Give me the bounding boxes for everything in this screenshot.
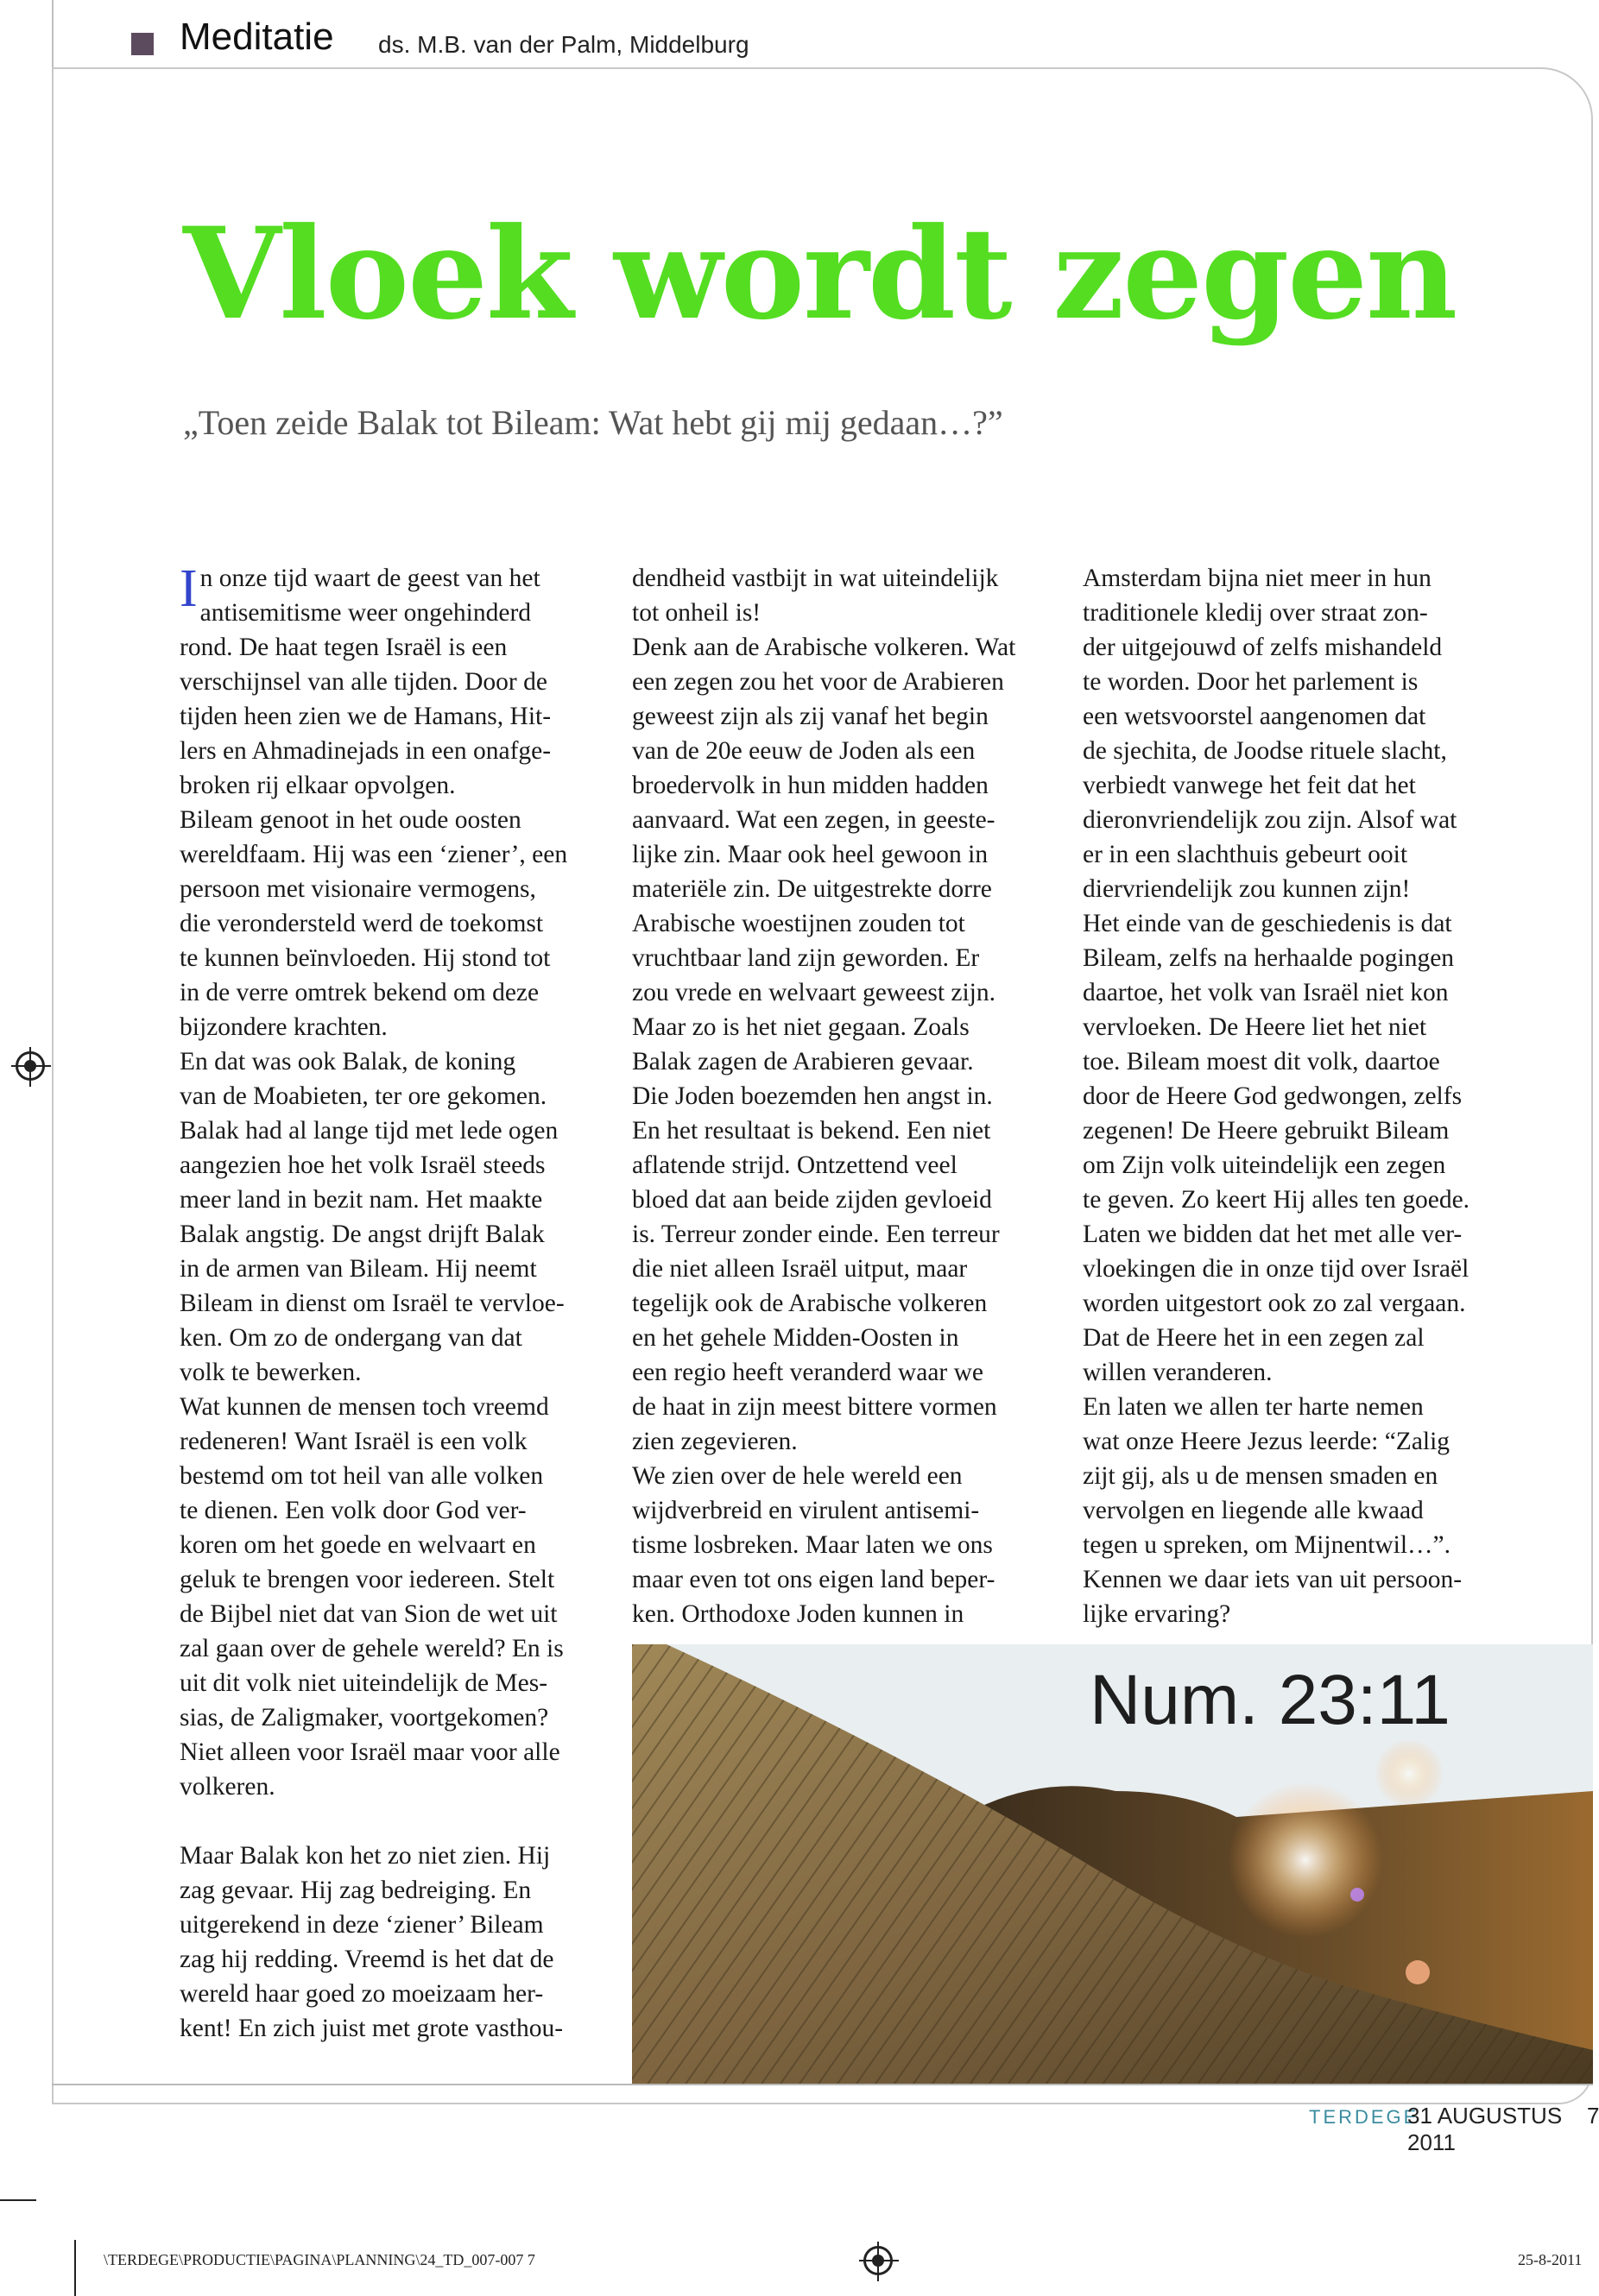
article-subtitle: „Toen zeide Balak tot Bileam: Wat hebt gij mij gedaan…?” bbox=[183, 403, 1003, 442]
body-line: tegelijk ook de Arabische volkeren bbox=[632, 1290, 988, 1317]
body-line: Wat kunnen de mensen toch vreemd bbox=[180, 1393, 549, 1421]
body-line: dendheid vastbijt in wat uiteindelijk bbox=[632, 565, 999, 592]
section-title: Meditatie bbox=[180, 16, 334, 58]
body-line: Bileam, zelfs na herhaalde pogingen bbox=[1083, 944, 1455, 972]
body-line: Bileam in dienst om Israël te vervloe- bbox=[180, 1290, 565, 1317]
body-line: wereldfaam. Hij was een ‘ziener’, een bbox=[180, 841, 568, 868]
column-3-body bbox=[1083, 561, 1549, 1631]
body-line: uit dit volk niet uiteindelijk de Mes- bbox=[180, 1669, 548, 1697]
body-line: wat onze Heere Jezus leerde: “Zalig bbox=[1083, 1428, 1450, 1455]
body-line: te kunnen beïnvloeden. Hij stond tot bbox=[180, 944, 551, 972]
body-line: wereld haar goed zo moeizaam her- bbox=[180, 1980, 544, 2008]
body-line: Kennen we daar iets van uit persoon- bbox=[1083, 1566, 1463, 1593]
body-line: te worden. Door het parlement is bbox=[1083, 668, 1419, 696]
article-headline: Vloek wordt zegen bbox=[183, 200, 1457, 348]
print-slug: \TERDEGE\PRODUCTIE\PAGINA\PLANNING\24_TD_007-007 7 bbox=[104, 2251, 535, 2268]
body-line: Balak had al lange tijd met lede ogen bbox=[180, 1117, 559, 1145]
crop-mark bbox=[0, 2199, 36, 2201]
body-line: ken. Orthodoxe Joden kunnen in bbox=[632, 1600, 964, 1628]
page-number: 7 bbox=[1587, 2103, 1599, 2129]
body-line: bloed dat aan beide zijden gevloeid bbox=[632, 1186, 992, 1214]
body-line: tisme losbreken. Maar laten we ons bbox=[632, 1531, 993, 1559]
body-line: zegenen! De Heere gebruikt Bileam bbox=[1083, 1117, 1450, 1145]
body-line: ken. Om zo de ondergang van dat bbox=[180, 1324, 522, 1352]
body-line: zijt gij, als u de mensen smaden en bbox=[1083, 1462, 1438, 1490]
desert-dune-photo bbox=[632, 1644, 1593, 2085]
body-line: en het gehele Midden-Oosten in bbox=[632, 1324, 959, 1352]
print-date: 25-8-2011 bbox=[1518, 2251, 1583, 2268]
drop-cap: I bbox=[180, 559, 198, 618]
body-line: Denk aan de Arabische volkeren. Wat bbox=[632, 634, 1016, 661]
body-line: n onze tijd waart de geest van het bbox=[199, 565, 540, 592]
body-line: volkeren. bbox=[180, 1773, 275, 1801]
body-line: zag gevaar. Hij zag bedreiging. En bbox=[180, 1877, 532, 1904]
body-line: is. Terreur zonder einde. Een terreur bbox=[632, 1221, 1000, 1248]
body-line: rond. De haat tegen Israël is een bbox=[180, 634, 508, 661]
body-line: een wetsvoorstel aangenomen dat bbox=[1083, 703, 1426, 730]
body-line: die verondersteld werd de toekomst bbox=[180, 910, 544, 937]
footer-brand: TERDEGE bbox=[1309, 2106, 1419, 2128]
body-line: broken rij elkaar opvolgen. bbox=[180, 772, 456, 799]
footer-date: 31 AUGUSTUS 2011 bbox=[1407, 2103, 1563, 2155]
body-line: zag hij redding. Vreemd is het dat de bbox=[180, 1946, 554, 1973]
body-line: redeneren! Want Israël is een volk bbox=[180, 1428, 528, 1455]
body-line: Bileam genoot in het oude oosten bbox=[180, 806, 521, 834]
body-line: En laten we allen ter harte nemen bbox=[1083, 1393, 1424, 1421]
body-line: En het resultaat is bekend. Een niet bbox=[632, 1117, 991, 1145]
body-line: van de 20e eeuw de Joden als een bbox=[632, 737, 976, 765]
body-line: door de Heere God gedwongen, zelfs bbox=[1083, 1082, 1463, 1110]
body-line: die niet alleen Israël uitput, maar bbox=[632, 1255, 968, 1283]
bottom-rule bbox=[52, 2084, 1593, 2085]
body-line: de sjechita, de Joodse rituele slacht, bbox=[1083, 737, 1447, 765]
body-line: wijdverbreid en virulent antisemi- bbox=[632, 1497, 980, 1524]
body-line: tijden heen zien we de Hamans, Hit- bbox=[180, 703, 552, 730]
body-line: verschijnsel van alle tijden. Door de bbox=[180, 668, 547, 696]
body-line: zou vrede en welvaart geweest zijn. bbox=[632, 979, 995, 1006]
body-line: aanvaard. Wat een zegen, in geeste- bbox=[632, 806, 995, 834]
text-column-2 bbox=[632, 561, 1064, 1631]
body-line: uitgerekend in deze ‘ziener’ Bileam bbox=[180, 1911, 544, 1939]
section-author: ds. M.B. van der Palm, Middelburg bbox=[378, 31, 749, 58]
body-line: Het einde van de geschiedenis is dat bbox=[1083, 910, 1452, 937]
body-line: broedervolk in hun midden hadden bbox=[632, 772, 989, 799]
crop-mark bbox=[74, 2240, 76, 2296]
body-line: Balak zagen de Arabieren gevaar. bbox=[632, 1048, 974, 1075]
body-line: Laten we bidden dat het met alle ver- bbox=[1083, 1221, 1463, 1248]
body-line: in de verre omtrek bekend om deze bbox=[180, 979, 540, 1006]
body-line: zien zegevieren. bbox=[632, 1428, 798, 1455]
body-line: dieronvriendelijk zou zijn. Alsof wat bbox=[1083, 806, 1457, 834]
body-line: diervriendelijk zou kunnen zijn! bbox=[1083, 875, 1411, 903]
body-line: Maar zo is het niet gegaan. Zoals bbox=[632, 1013, 970, 1041]
body-line: Maar Balak kon het zo niet zien. Hij bbox=[180, 1842, 551, 1870]
column-1-body-continued bbox=[180, 1839, 603, 2046]
body-line: der uitgejouwd of zelfs mishandeld bbox=[1083, 634, 1443, 661]
photo-caption: Num. 23:11 bbox=[1090, 1661, 1450, 1739]
body-line: verbiedt vanwege het feit dat het bbox=[1083, 772, 1416, 799]
body-line: sias, de Zaligmaker, voortgekomen? bbox=[180, 1704, 549, 1731]
body-line: volk te bewerken. bbox=[180, 1359, 362, 1386]
text-column-1 bbox=[180, 561, 603, 2046]
body-line: de haat in zijn meest bittere vormen bbox=[632, 1393, 997, 1421]
body-line: lers en Ahmadinejads in een onafge- bbox=[180, 737, 552, 765]
body-line: Balak angstig. De angst drijft Balak bbox=[180, 1221, 545, 1248]
column-2-body bbox=[632, 561, 1064, 1631]
body-line: vruchtbaar land zijn geworden. Er bbox=[632, 944, 980, 972]
body-line: Arabische woestijnen zouden tot bbox=[632, 910, 965, 937]
body-line: aangezien hoe het volk Israël steeds bbox=[180, 1151, 546, 1179]
body-line: We zien over de hele wereld een bbox=[632, 1462, 963, 1490]
body-line: daartoe, het volk van Israël niet kon bbox=[1083, 979, 1449, 1006]
body-line: lijke zin. Maar ook heel gewoon in bbox=[632, 841, 989, 868]
body-line: bijzondere krachten. bbox=[180, 1013, 388, 1041]
sun-flare bbox=[1228, 1782, 1383, 1938]
body-line: meer land in bezit nam. Het maakte bbox=[180, 1186, 543, 1214]
body-line: om Zijn volk uiteindelijk een zegen bbox=[1083, 1151, 1446, 1179]
body-line: een regio heeft veranderd waar we bbox=[632, 1359, 984, 1386]
text-column-3 bbox=[1083, 561, 1549, 1631]
frame-line bbox=[52, 0, 54, 69]
registration-mark-icon bbox=[863, 2246, 893, 2275]
body-line: aflatende strijd. Ontzettend veel bbox=[632, 1151, 958, 1179]
body-line: een zegen zou het voor de Arabieren bbox=[632, 668, 1004, 696]
body-line: tot onheil is! bbox=[632, 599, 762, 627]
body-line: Dat de Heere het in een zegen zal bbox=[1083, 1324, 1425, 1352]
registration-mark-icon bbox=[16, 1051, 45, 1081]
body-line: lijke ervaring? bbox=[1083, 1600, 1231, 1628]
body-line: willen veranderen. bbox=[1083, 1359, 1273, 1386]
body-line: van de Moabieten, ter ore gekomen. bbox=[180, 1082, 547, 1110]
body-line: zal gaan over de gehele wereld? En is bbox=[180, 1635, 564, 1662]
body-line: vervloeken. De Heere liet het niet bbox=[1083, 1013, 1427, 1041]
body-line: kent! En zich juist met grote vasthou- bbox=[180, 2015, 564, 2042]
body-line: de Bijbel niet dat van Sion de wet uit bbox=[180, 1600, 558, 1628]
body-line: En dat was ook Balak, de koning bbox=[180, 1048, 516, 1075]
column-1-body bbox=[180, 561, 603, 1804]
body-line: Niet alleen voor Israël maar voor alle bbox=[180, 1738, 560, 1766]
body-line: bestemd om tot heil van alle volken bbox=[180, 1462, 544, 1490]
body-line: toe. Bileam moest dit volk, daartoe bbox=[1083, 1048, 1440, 1075]
body-line: er in een slachthuis gebeurt ooit bbox=[1083, 841, 1408, 868]
body-line: maar even tot ons eigen land beper- bbox=[632, 1566, 995, 1593]
body-line: in de armen van Bileam. Hij neemt bbox=[180, 1255, 537, 1283]
body-line: geweest zijn als zij vanaf het begin bbox=[632, 703, 989, 730]
body-line: te geven. Zo keert Hij alles ten goede. bbox=[1083, 1186, 1470, 1214]
section-marker-icon bbox=[131, 33, 154, 55]
body-line: geluk te brengen voor iedereen. Stelt bbox=[180, 1566, 555, 1593]
body-line: Amsterdam bijna niet meer in hun bbox=[1083, 565, 1432, 592]
body-line: Die Joden boezemden hen angst in. bbox=[632, 1082, 993, 1110]
body-line: antisemitisme weer ongehinderd bbox=[199, 599, 532, 627]
body-line: traditionele kledij over straat zon- bbox=[1083, 599, 1428, 627]
body-line: vloekingen die in onze tijd over Israël bbox=[1083, 1255, 1469, 1283]
body-line: tegen u spreken, om Mijnentwil…”. bbox=[1083, 1531, 1451, 1559]
body-line: te dienen. Een volk door God ver- bbox=[180, 1497, 527, 1524]
body-line: worden uitgestort ook zo zal vergaan. bbox=[1083, 1290, 1466, 1317]
body-line: materiële zin. De uitgestrekte dorre bbox=[632, 875, 992, 903]
body-line: vervolgen en liegende alle kwaad bbox=[1083, 1497, 1424, 1524]
body-line: persoon met visionaire vermogens, bbox=[180, 875, 536, 903]
body-line: koren om het goede en welvaart en bbox=[180, 1531, 536, 1559]
